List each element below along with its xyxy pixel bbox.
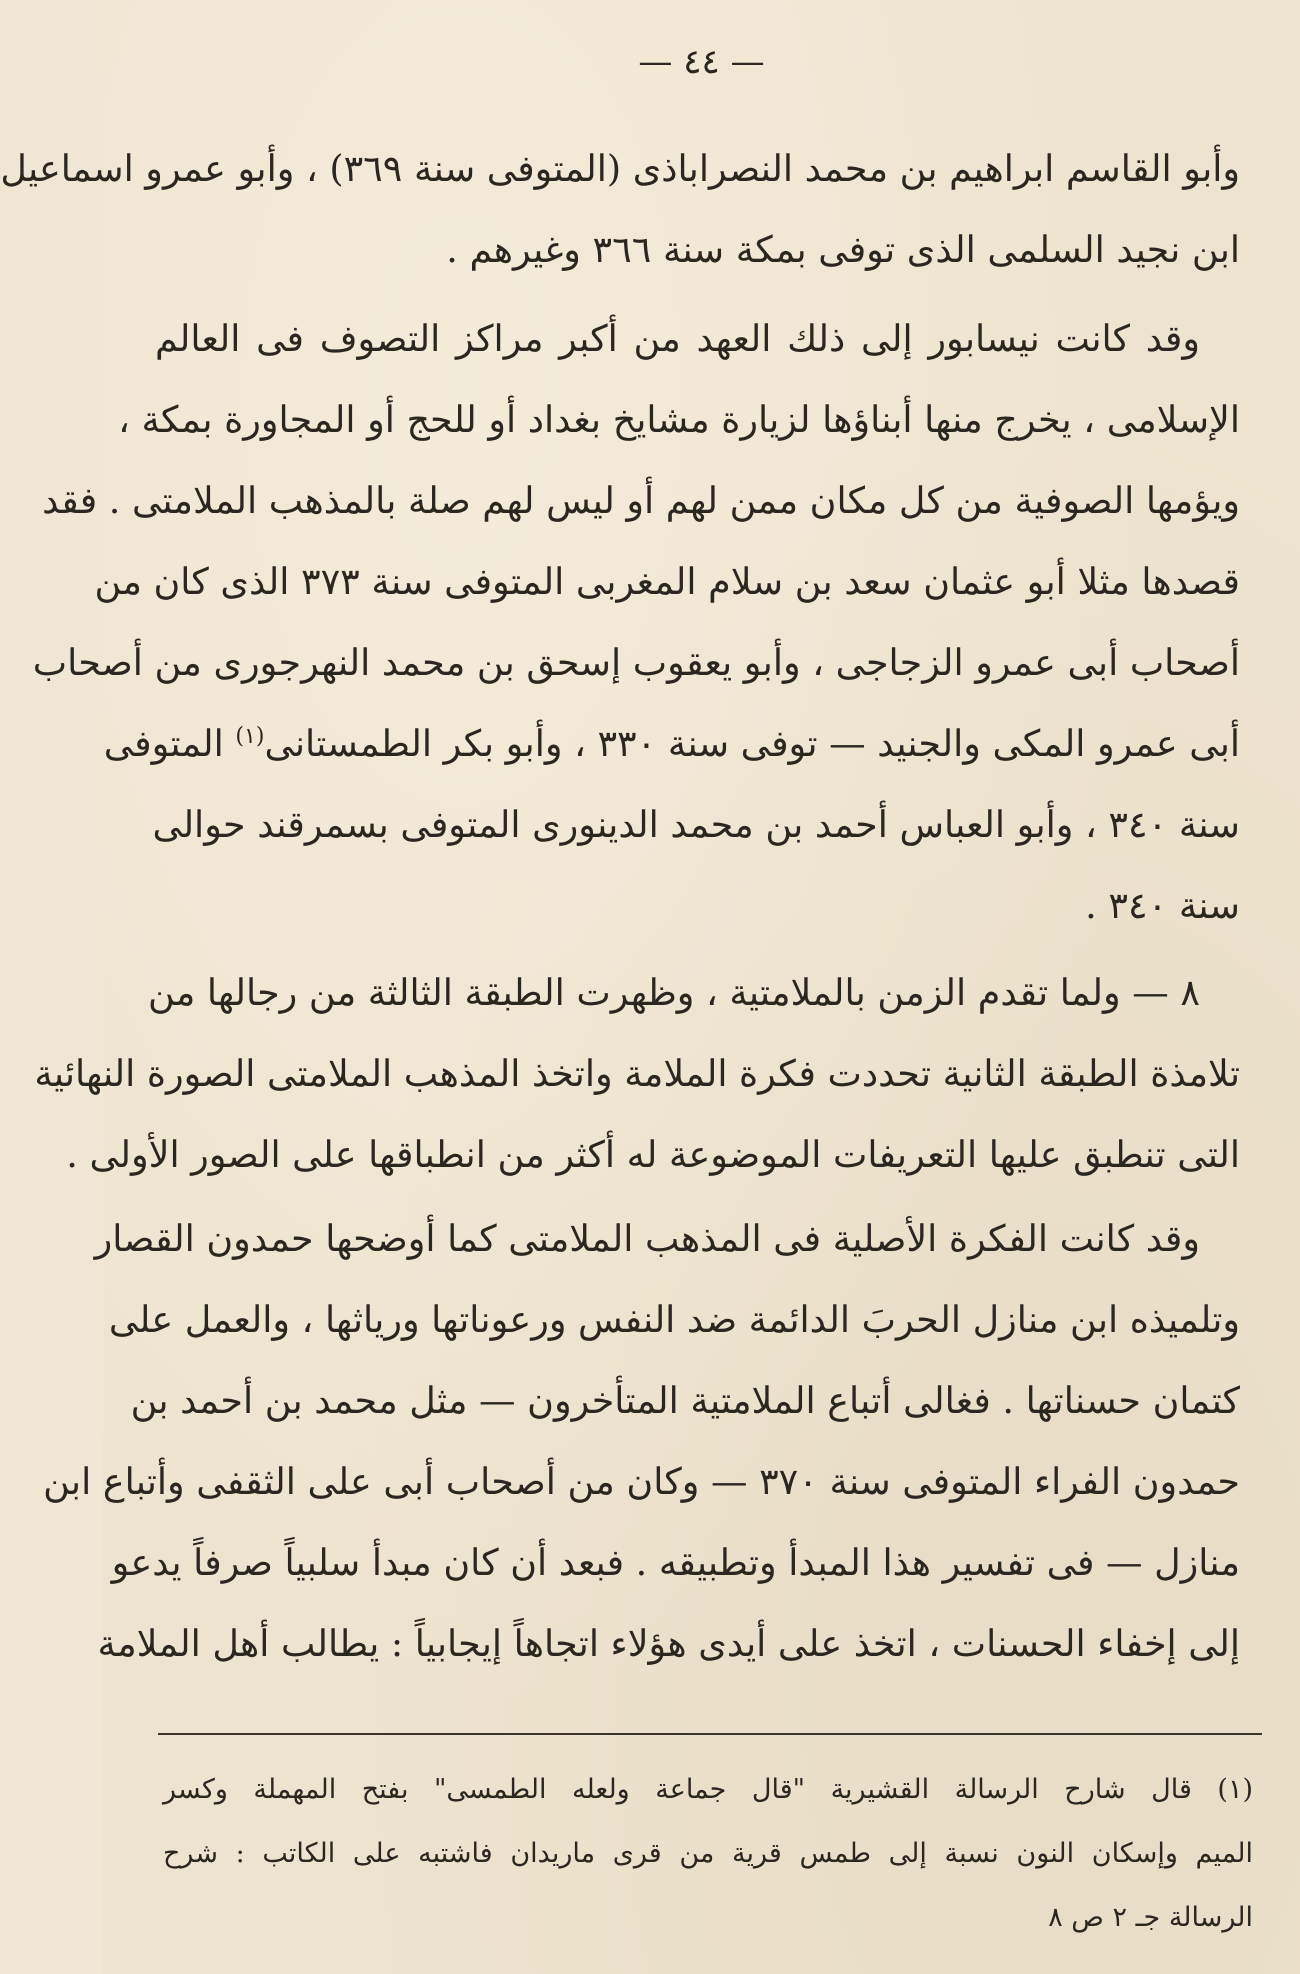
footnote-line: الرسالة جـ ٢ ص ٨ xyxy=(1048,1902,1253,1933)
text-line: وأبو القاسم ابراهيم بن محمد النصراباذى (المتوفى سنة ٣٦٩) ، وأبو عمرو اسماعيل xyxy=(0,147,1240,190)
text-line: وتلميذه ابن منازل الحربَ الدائمة ضد النفس ورعوناتها ورياثها ، والعمل على xyxy=(108,1298,1240,1341)
text-line: وقد كانت الفكرة الأصلية فى المذهب الملامتى كما أوضحها حمدون القصار xyxy=(94,1217,1200,1260)
text-line: الإسلامى ، يخرج منها أبناؤها لزيارة مشايخ بغداد أو للحج أو المجاورة بمكة ، xyxy=(118,398,1240,441)
text-line: وقد كانت نيسابور إلى ذلك العهد من أكبر مراكز التصوف فى العالم xyxy=(155,317,1200,360)
footnote-line: (١) قال شارح الرسالة القشيرية "قال جماعة ولعله الطمسى" بفتح المهملة وكسر xyxy=(163,1774,1253,1805)
text-line-part: أبى عمرو المكى والجنيد — توفى سنة ٣٣٠ ، وأبو بكر الطمستانى xyxy=(264,722,1240,765)
text-line: منازل — فى تفسير هذا المبدأ وتطبيقه . فبعد أن كان مبدأ سلبياً صرفاً يدعو xyxy=(111,1541,1240,1584)
text-line: سنة ٣٤٠ ، وأبو العباس أحمد بن محمد الدينورى المتوفى بسمرقند حوالى xyxy=(152,803,1240,846)
text-line: أصحاب أبى عمرو الزجاجى ، وأبو يعقوب إسحق بن محمد النهرجورى من أصحاب xyxy=(32,641,1240,684)
text-line xyxy=(103,703,1240,784)
text-line-part: المتوفى xyxy=(103,722,224,765)
footnotes xyxy=(163,1758,1253,1950)
text-line: حمدون الفراء المتوفى سنة ٣٧٠ — وكان من أصحاب أبى على الثقفى وأتباع ابن xyxy=(43,1460,1240,1503)
footnote-line: الميم وإسكان النون نسبة إلى طمس قرية من قرى ماريدان فاشتبه على الكاتب : شرح xyxy=(163,1838,1253,1869)
footnote-divider xyxy=(158,1733,1262,1735)
text-line: ٨ — ولما تقدم الزمن بالملامتية ، وظهرت الطبقة الثالثة من رجالها من xyxy=(147,971,1200,1014)
text-line: سنة ٣٤٠ . xyxy=(1085,884,1240,927)
text-line: إلى إخفاء الحسنات ، اتخذ على أيدى هؤلاء اتجاهاً إيجابياً : يطالب أهل الملامة xyxy=(97,1622,1240,1665)
text-line: كتمان حسناتها . فغالى أتباع الملامتية المتأخرون — مثل محمد بن أحمد بن xyxy=(130,1379,1240,1422)
text-line: تلامذة الطبقة الثانية تحددت فكرة الملامة واتخذ المذهب الملامتى الصورة النهائية xyxy=(34,1052,1240,1095)
footnote-marker: (١) xyxy=(235,723,265,749)
page-number: — ٤٤ — xyxy=(638,42,765,82)
main-text xyxy=(0,128,1240,1684)
text-line: التى تنطبق عليها التعريفات الموضوعة له أكثر من انطباقها على الصور الأولى . xyxy=(66,1133,1240,1176)
text-line: ويؤمها الصوفية من كل مكان ممن لهم أو ليس لهم صلة بالمذهب الملامتى . فقد xyxy=(42,479,1240,522)
text-line: ابن نجيد السلمى الذى توفى بمكة سنة ٣٦٦ وغيرهم . xyxy=(446,228,1240,271)
text-line: قصدها مثلا أبو عثمان سعد بن سلام المغربى المتوفى سنة ٣٧٣ الذى كان من xyxy=(94,560,1240,603)
